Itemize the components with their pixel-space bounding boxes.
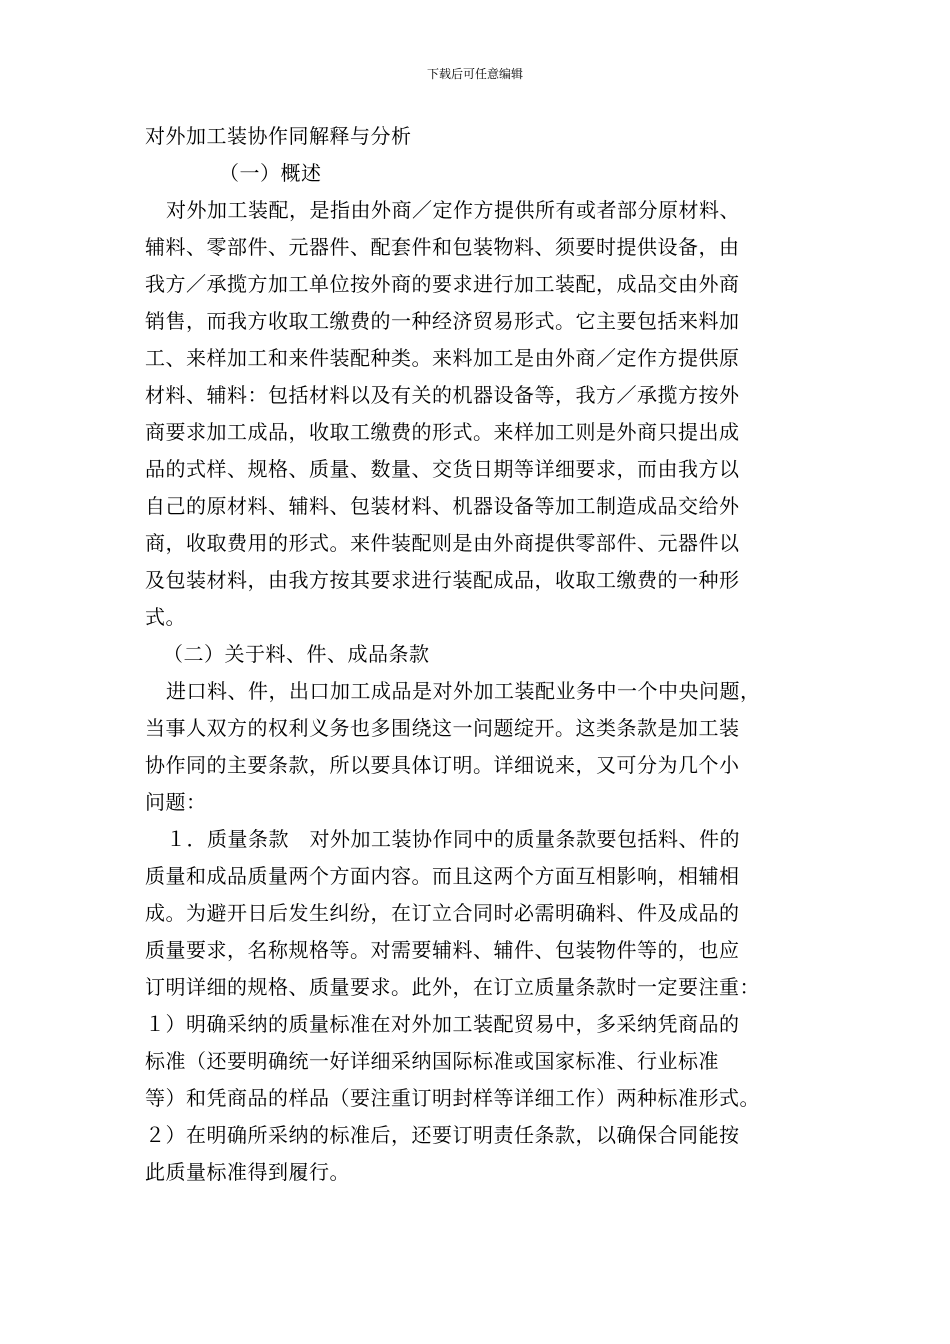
document-body	[145, 118, 825, 1191]
paragraph-line: 标准（还要明确统一好详细采纳国际标准或国家标准、行业标准	[145, 1049, 719, 1073]
paragraph-line: １）明确采纳的质量标准在对外加工装配贸易中，多采纳凭商品的	[145, 1012, 740, 1036]
paragraph-line: １．质量条款 对外加工装协作同中的质量条款要包括料、件的	[166, 827, 740, 851]
paragraph-line: 商要求加工成品，收取工缴费的形式。来样加工则是外商只提出成	[145, 420, 740, 444]
paragraph-line: 材料、辅料：包括材料以及有关的机器设备等，我方／承揽方按外	[145, 383, 740, 407]
paragraph-line: 对外加工装配，是指由外商／定作方提供所有或者部分原材料、	[166, 198, 740, 222]
paragraph-line: 质量和成品质量两个方面内容。而且这两个方面互相影响，相辅相	[145, 864, 740, 888]
paragraph-line: 商，收取费用的形式。来件装配则是由外商提供零部件、元器件以	[145, 531, 740, 555]
page-header: 下载后可任意编辑	[426, 67, 523, 81]
paragraph-line: 品的式样、规格、质量、数量、交货日期等详细要求，而由我方以	[145, 457, 740, 481]
section-heading-materials: （二）关于料、件、成品条款	[163, 642, 430, 666]
paragraph-line: 辅料、零部件、元器件、配套件和包装物料、须要时提供设备，由	[145, 235, 740, 259]
paragraph-line: ２）在明确所采纳的标准后，还要订明责任条款，以确保合同能按	[145, 1123, 740, 1147]
paragraph-line: 式。	[145, 605, 186, 629]
paragraph-line: 此质量标准得到履行。	[145, 1160, 350, 1184]
paragraph-line: 工、来样加工和来件装配种类。来料加工是由外商／定作方提供原	[145, 346, 740, 370]
paragraph-line: 成。为避开日后发生纠纷，在订立合同时必需明确料、件及成品的	[145, 901, 740, 925]
paragraph-line: 协作同的主要条款，所以要具体订明。详细说来，又可分为几个小	[145, 753, 740, 777]
paragraph-line: 及包装材料，由我方按其要求进行装配成品，收取工缴费的一种形	[145, 568, 740, 592]
document-title: 对外加工装协作同解释与分析	[145, 124, 412, 148]
section-heading-overview: （一）概述	[219, 161, 322, 185]
paragraph-line: 自己的原材料、辅料、包装材料、机器设备等加工制造成品交给外	[145, 494, 740, 518]
paragraph-line: 当事人双方的权利义务也多围绕这一问题绽开。这类条款是加工装	[145, 716, 740, 740]
paragraph-line: 进口料、件，出口加工成品是对外加工装配业务中一个中央问题，	[166, 679, 761, 703]
paragraph-line: 质量要求，名称规格等。对需要辅料、辅件、包装物件等的，也应	[145, 938, 740, 962]
paragraph-line: 销售，而我方收取工缴费的一种经济贸易形式。它主要包括来料加	[145, 309, 740, 333]
paragraph-line: 我方／承揽方加工单位按外商的要求进行加工装配，成品交由外商	[145, 272, 740, 296]
paragraph-line: 订明详细的规格、质量要求。此外，在订立质量条款时一定要注重：	[145, 975, 760, 999]
paragraph-line: 问题：	[145, 790, 207, 814]
paragraph-line: 等）和凭商品的样品（要注重订明封样等详细工作）两种标准形式。	[145, 1086, 760, 1110]
